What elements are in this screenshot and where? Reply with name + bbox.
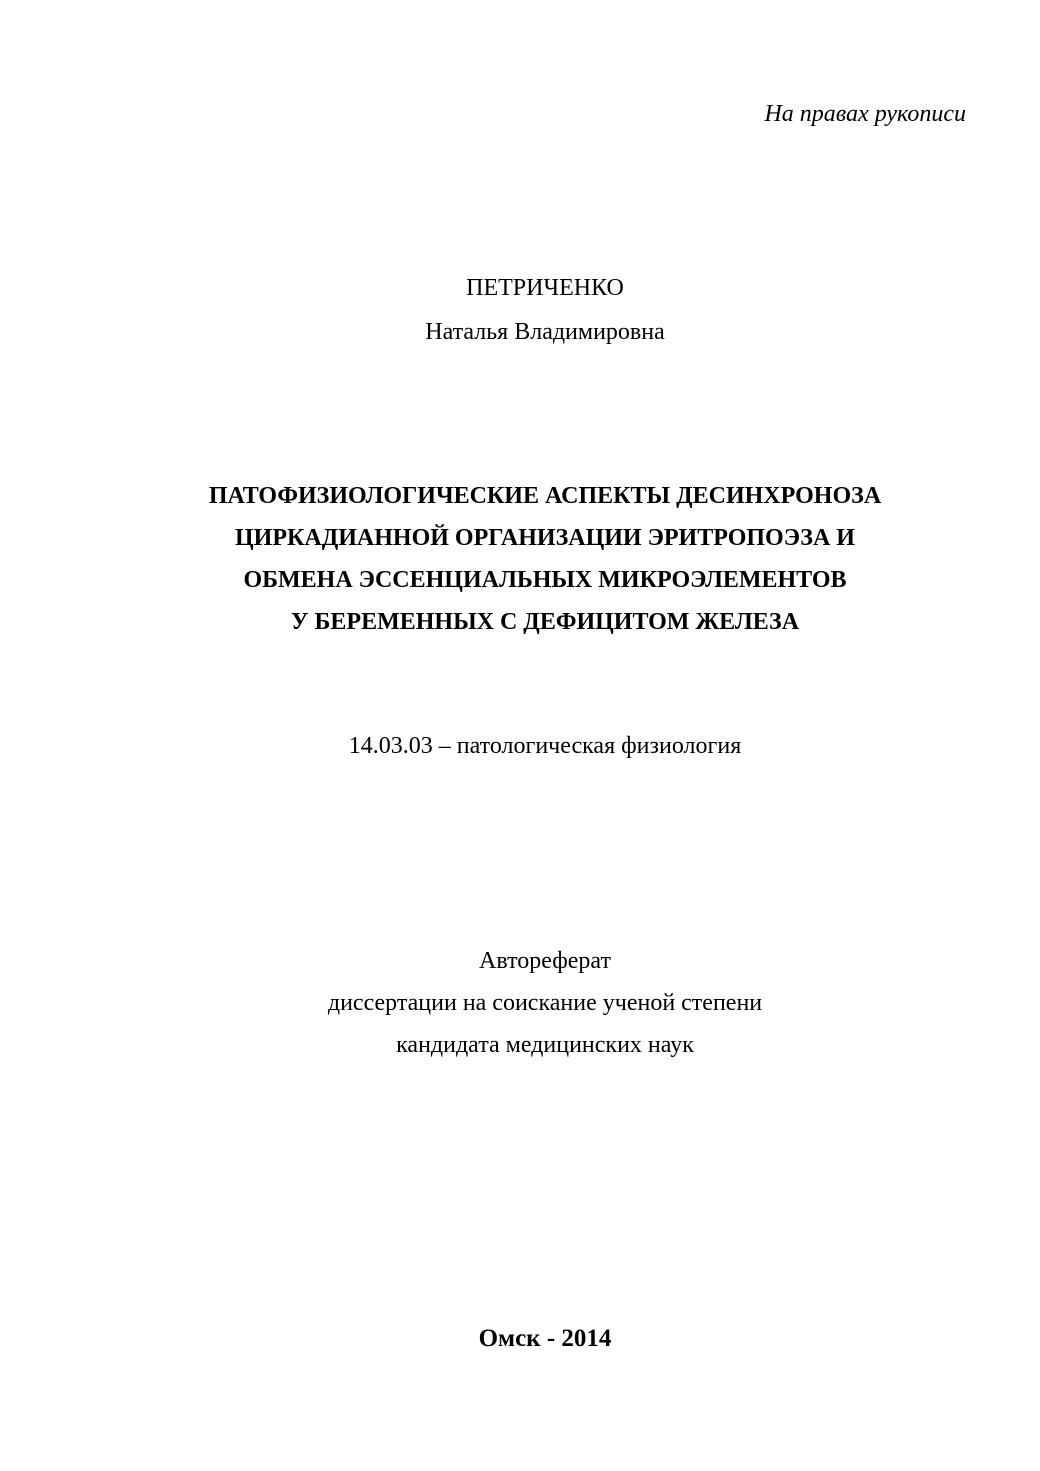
document-type-line: диссертации на соискание ученой степени (327, 990, 763, 1016)
document-type-line: Автореферат (479, 948, 611, 974)
city-year-text: Омск - 2014 (478, 1325, 612, 1352)
author-surname: ПЕТРИЧЕНКО (466, 275, 624, 301)
specialty-code: 14.03.03 – патологическая физиология (348, 733, 742, 759)
city-year (0, 1322, 1040, 1356)
document-type-line: кандидата медицинских наук (396, 1032, 694, 1058)
rights-note: На правах рукописи (764, 101, 966, 127)
author-given-names: Наталья Владимировна (425, 319, 665, 345)
dissertation-title (0, 475, 1040, 643)
document-type-block (0, 940, 1040, 1066)
title-line: У БЕРЕМЕННЫХ С ДЕФИЦИТОМ ЖЕЛЕЗА (290, 609, 800, 635)
specialty (0, 730, 1040, 762)
author-block (0, 266, 1040, 354)
title-line: ЦИРКАДИАННОЙ ОРГАНИЗАЦИИ ЭРИТРОПОЭЗА И (235, 525, 855, 551)
title-line: ПАТОФИЗИОЛОГИЧЕСКИЕ АСПЕКТЫ ДЕСИНХРОНОЗА (208, 483, 882, 509)
title-line: ОБМЕНА ЭССЕНЦИАЛЬНЫХ МИКРОЭЛЕМЕНТОВ (243, 567, 847, 593)
